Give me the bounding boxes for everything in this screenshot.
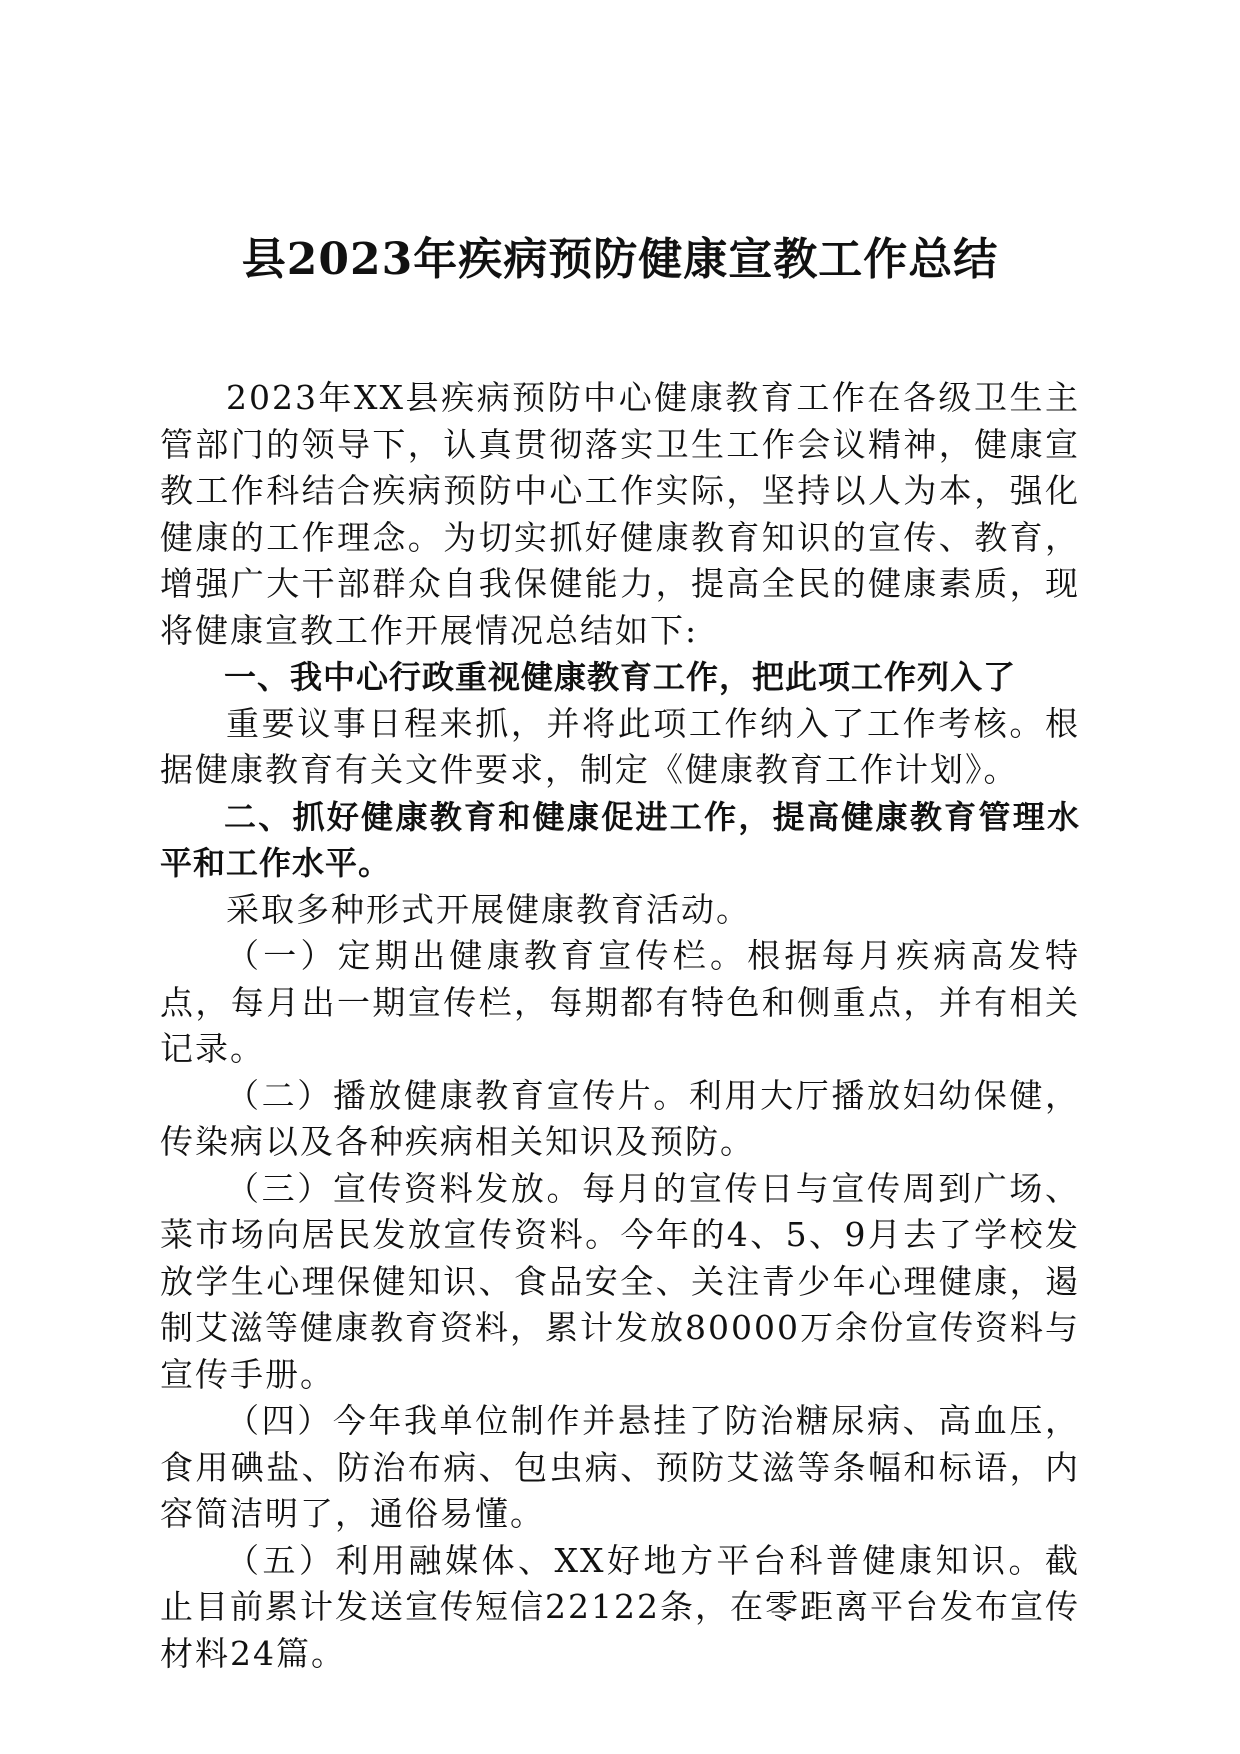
paragraph-item-3: （三）宣传资料发放。每月的宣传日与宣传周到广场、菜市场向居民发放宣传资料。今年的4、5、9月去了学校发放学生心理保健知识、食品安全、关注青少年心理健康，遏制艾滋等健康教育资料，累计发放80000万余份宣传资料与宣传手册。 [160,1168,1080,1394]
paragraph-item-5: （五）利用融媒体、XX好地方平台科普健康知识。截止目前累计发送宣传短信22122条，在零距离平台发布宣传材料24篇。 [160,1540,1080,1673]
paragraph-intro: 2023年XX县疾病预防中心健康教育工作在各级卫生主管部门的领导下，认真贯彻落实卫生工作会议精神，健康宣教工作科结合疾病预防中心工作实际，坚持以人为本，强化健康的工作理念。为切实抓好健康教育知识的宣传、教育，增强广大干部群众自我保健能力，提高全民的健康素质，现将健康宣教工作开展情况总结如下: [160,378,1080,650]
paragraph-item-2: （二）播放健康教育宣传片。利用大厅播放妇幼保健，传染病以及各种疾病相关知识及预防。 [160,1075,1080,1161]
paragraph-section-1: 重要议事日程来抓，并将此项工作纳入了工作考核。根据健康教育有关文件要求，制定《健康教育工作计划》。 [160,703,1080,789]
paragraph-item-4: （四）今年我单位制作并悬挂了防治糖尿病、高血压，食用碘盐、防治布病、包虫病、预防艾滋等条幅和标语，内容简洁明了，通俗易懂。 [160,1401,1080,1533]
document-title: 县2023年疾病预防健康宣教工作总结 [241,234,999,285]
paragraph-activities: 采取多种形式开展健康教育活动。 [226,889,751,929]
paragraph-item-1: （一）定期出健康教育宣传栏。根据每月疾病高发特点，每月出一期宣传栏，每期都有特色和侧重点，并有相关记录。 [160,936,1080,1068]
section-heading-1: 一、我中心行政重视健康教育工作，把此项工作列入了 [224,658,1017,696]
document-body [160,375,1080,1677]
section-heading-2: 二、抓好健康教育和健康促进工作，提高健康教育管理水平和工作水平。 [160,797,1080,882]
